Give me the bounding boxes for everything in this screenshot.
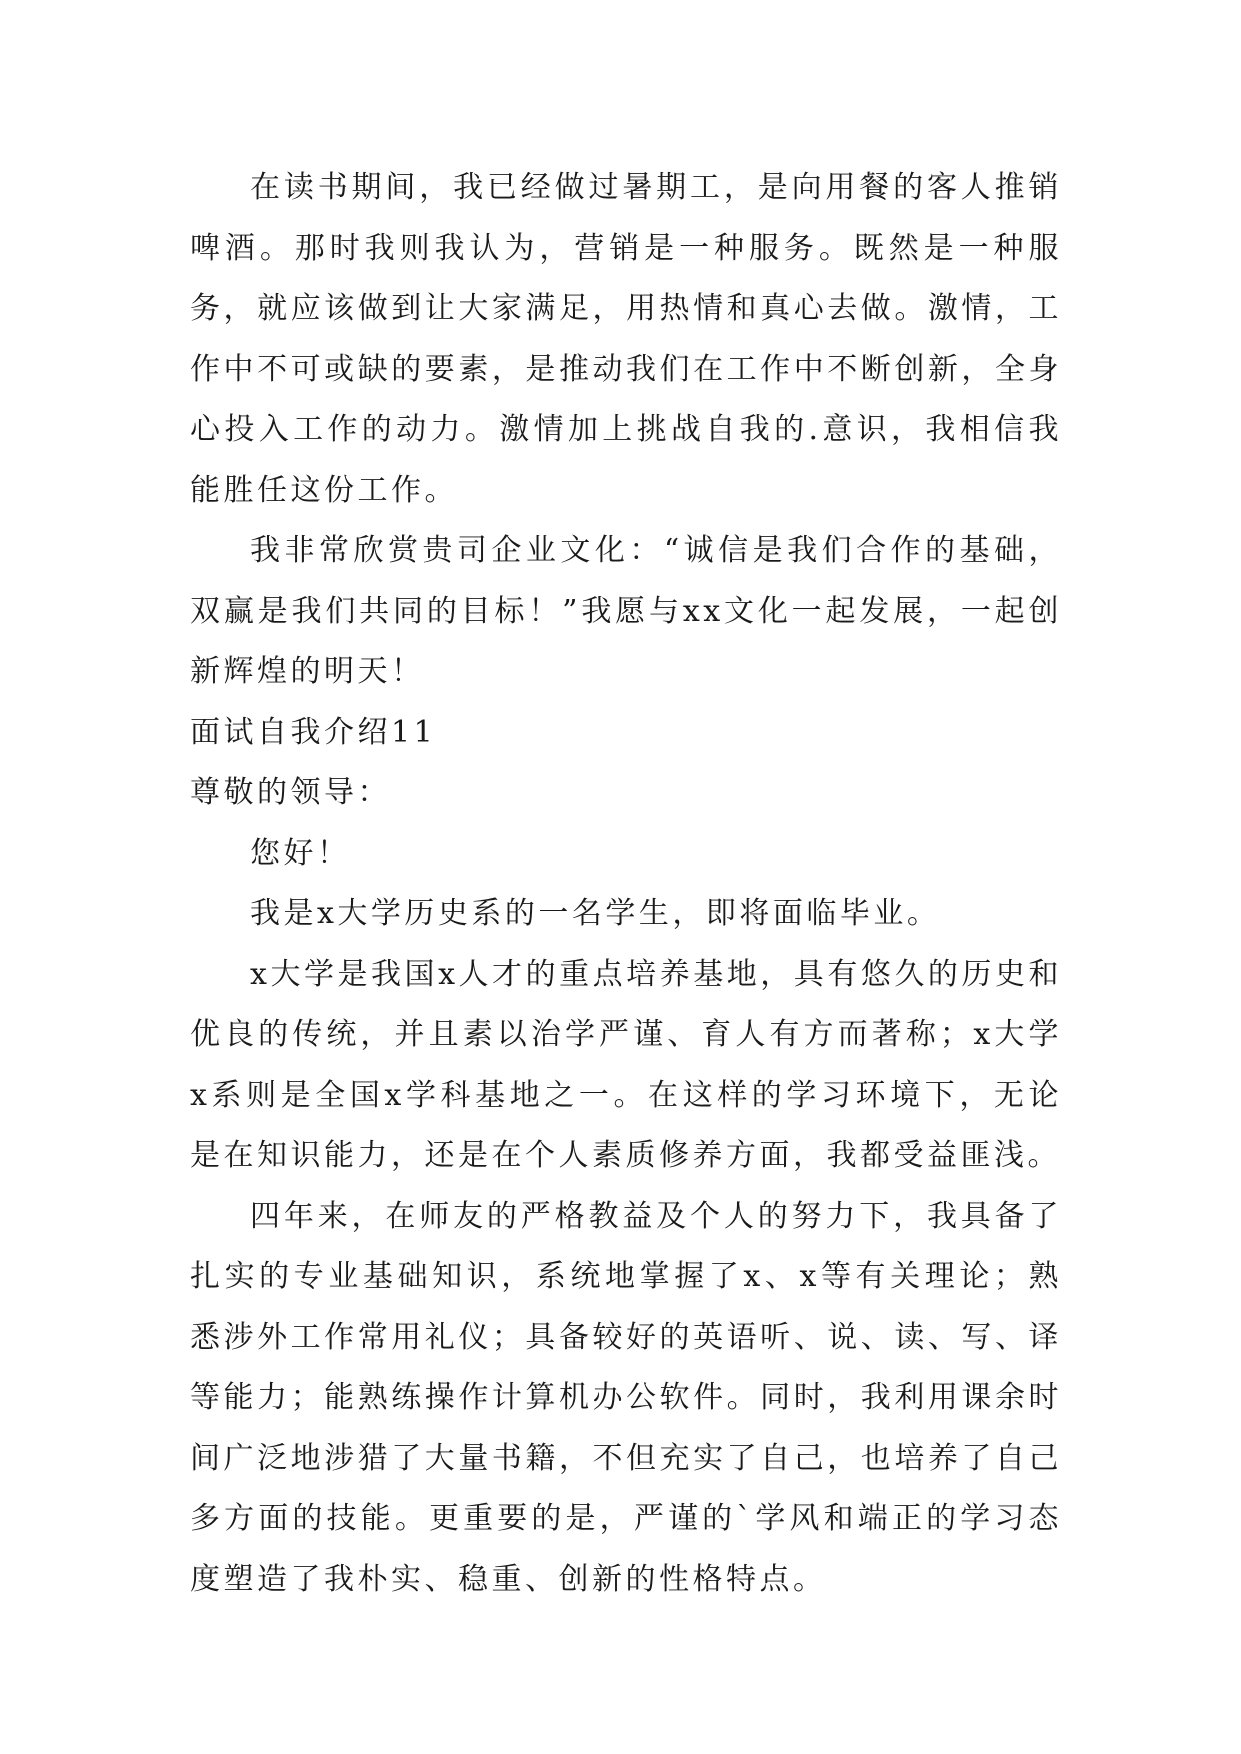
section-heading: 面试自我介绍11 <box>190 714 437 750</box>
document-body <box>190 158 1062 1610</box>
paragraph-company-culture: 我非常欣赏贵司企业文化：“诚信是我们合作的基础，双赢是我们共同的目标！”我愿与xx文化一起发展，一起创新辉煌的明天！ <box>190 533 1062 689</box>
salutation: 尊敬的领导： <box>190 775 391 810</box>
paragraph-summer-job: 在读书期间，我已经做过暑期工，是向用餐的客人推销啤酒。那时我则我认为，营销是一种服务。既然是一种服务，就应该做到让大家满足，用热情和真心去做。激情，工作中不可或缺的要素，是推动我们在工作中不断创新，全身心投入工作的动力。激情加上挑战自我的.意识，我相信我能胜任这份工作。 <box>190 170 1062 508</box>
paragraph-university: x大学是我国x人才的重点培养基地，具有悠久的历史和优良的传统，并且素以治学严谨、育人有方而著称；x大学x系则是全国x学科基地之一。在这样的学习环境下，无论是在知识能力，还是在个人素质修养方面，我都受益匪浅。 <box>190 956 1062 1173</box>
paragraph-skills: 四年来，在师友的严格教益及个人的努力下，我具备了扎实的专业基础知识，系统地掌握了x、x等有关理论；熟悉涉外工作常用礼仪；具备较好的英语听、说、读、写、译等能力；能熟练操作计算机办公软件。同时，我利用课余时间广泛地涉猎了大量书籍，不但充实了自己，也培养了自己多方面的技能。更重要的是，严谨的`学风和端正的学习态度塑造了我朴实、稳重、创新的性格特点。 <box>190 1198 1062 1597</box>
greeting: 您好！ <box>250 835 351 871</box>
paragraph-introduction: 我是x大学历史系的一名学生，即将面临毕业。 <box>250 896 941 931</box>
